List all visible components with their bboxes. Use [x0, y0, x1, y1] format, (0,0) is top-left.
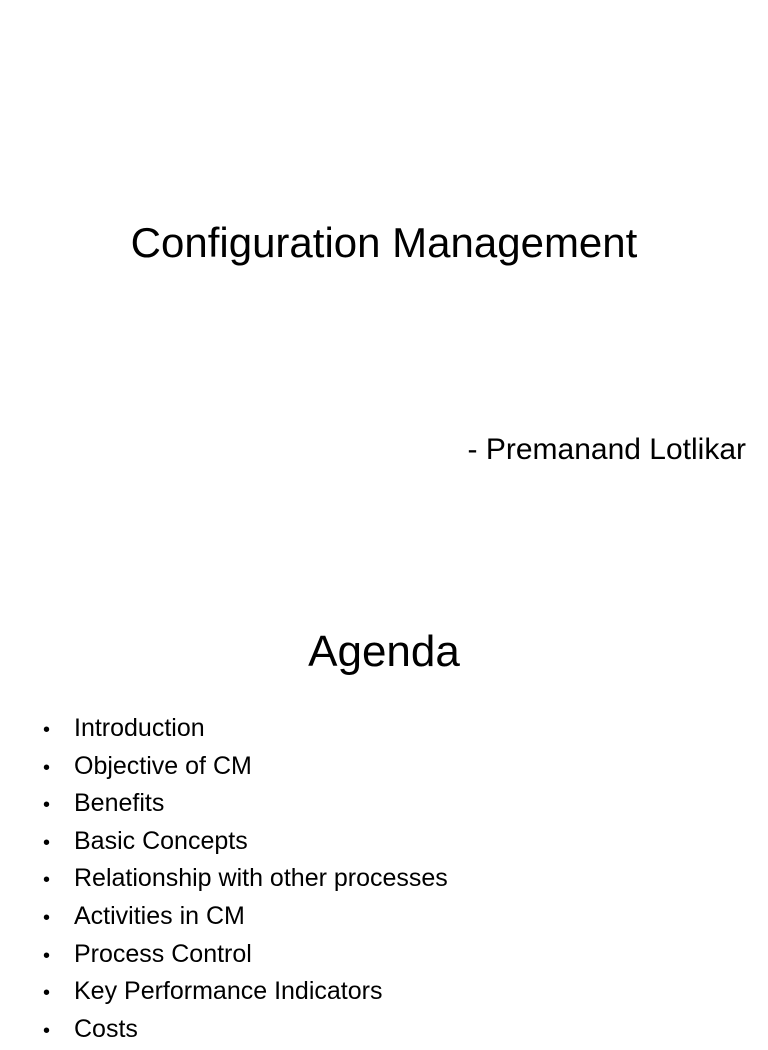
agenda-item-label: Basic Concepts: [74, 826, 248, 855]
bullet-icon: •: [43, 831, 51, 854]
agenda-slide: [0, 576, 768, 1043]
agenda-list: [43, 710, 448, 1048]
agenda-item: [43, 710, 448, 748]
agenda-item-label: Objective of CM: [74, 751, 252, 780]
agenda-item-label: Introduction: [74, 714, 205, 742]
bullet-icon: •: [43, 756, 51, 779]
agenda-item: [43, 1011, 448, 1049]
bullet-icon: •: [43, 944, 51, 967]
agenda-item: [43, 785, 448, 823]
agenda-item-label: Process Control: [74, 939, 252, 968]
agenda-item-label: Activities in CM: [74, 901, 245, 930]
bullet-icon: •: [43, 1019, 51, 1042]
bullet-icon: •: [43, 869, 51, 892]
bullet-icon: •: [43, 982, 51, 1005]
presentation-title: Configuration Management: [130, 219, 638, 266]
author-name: - Premanand Lotlikar: [467, 433, 746, 466]
agenda-item: [43, 748, 448, 786]
agenda-item: [43, 973, 448, 1011]
agenda-item: [43, 936, 448, 974]
bullet-icon: •: [43, 906, 51, 929]
bullet-icon: •: [43, 719, 51, 741]
agenda-item: [43, 898, 448, 936]
bullet-icon: •: [43, 794, 51, 817]
agenda-item-label: Key Performance Indicators: [74, 977, 383, 1006]
agenda-title: Agenda: [308, 627, 460, 676]
agenda-item-label: Costs: [74, 1014, 138, 1043]
agenda-item: [43, 823, 448, 861]
agenda-item: [43, 860, 448, 898]
agenda-item-label: Relationship with other processes: [74, 864, 448, 893]
agenda-item-label: Benefits: [74, 789, 165, 818]
